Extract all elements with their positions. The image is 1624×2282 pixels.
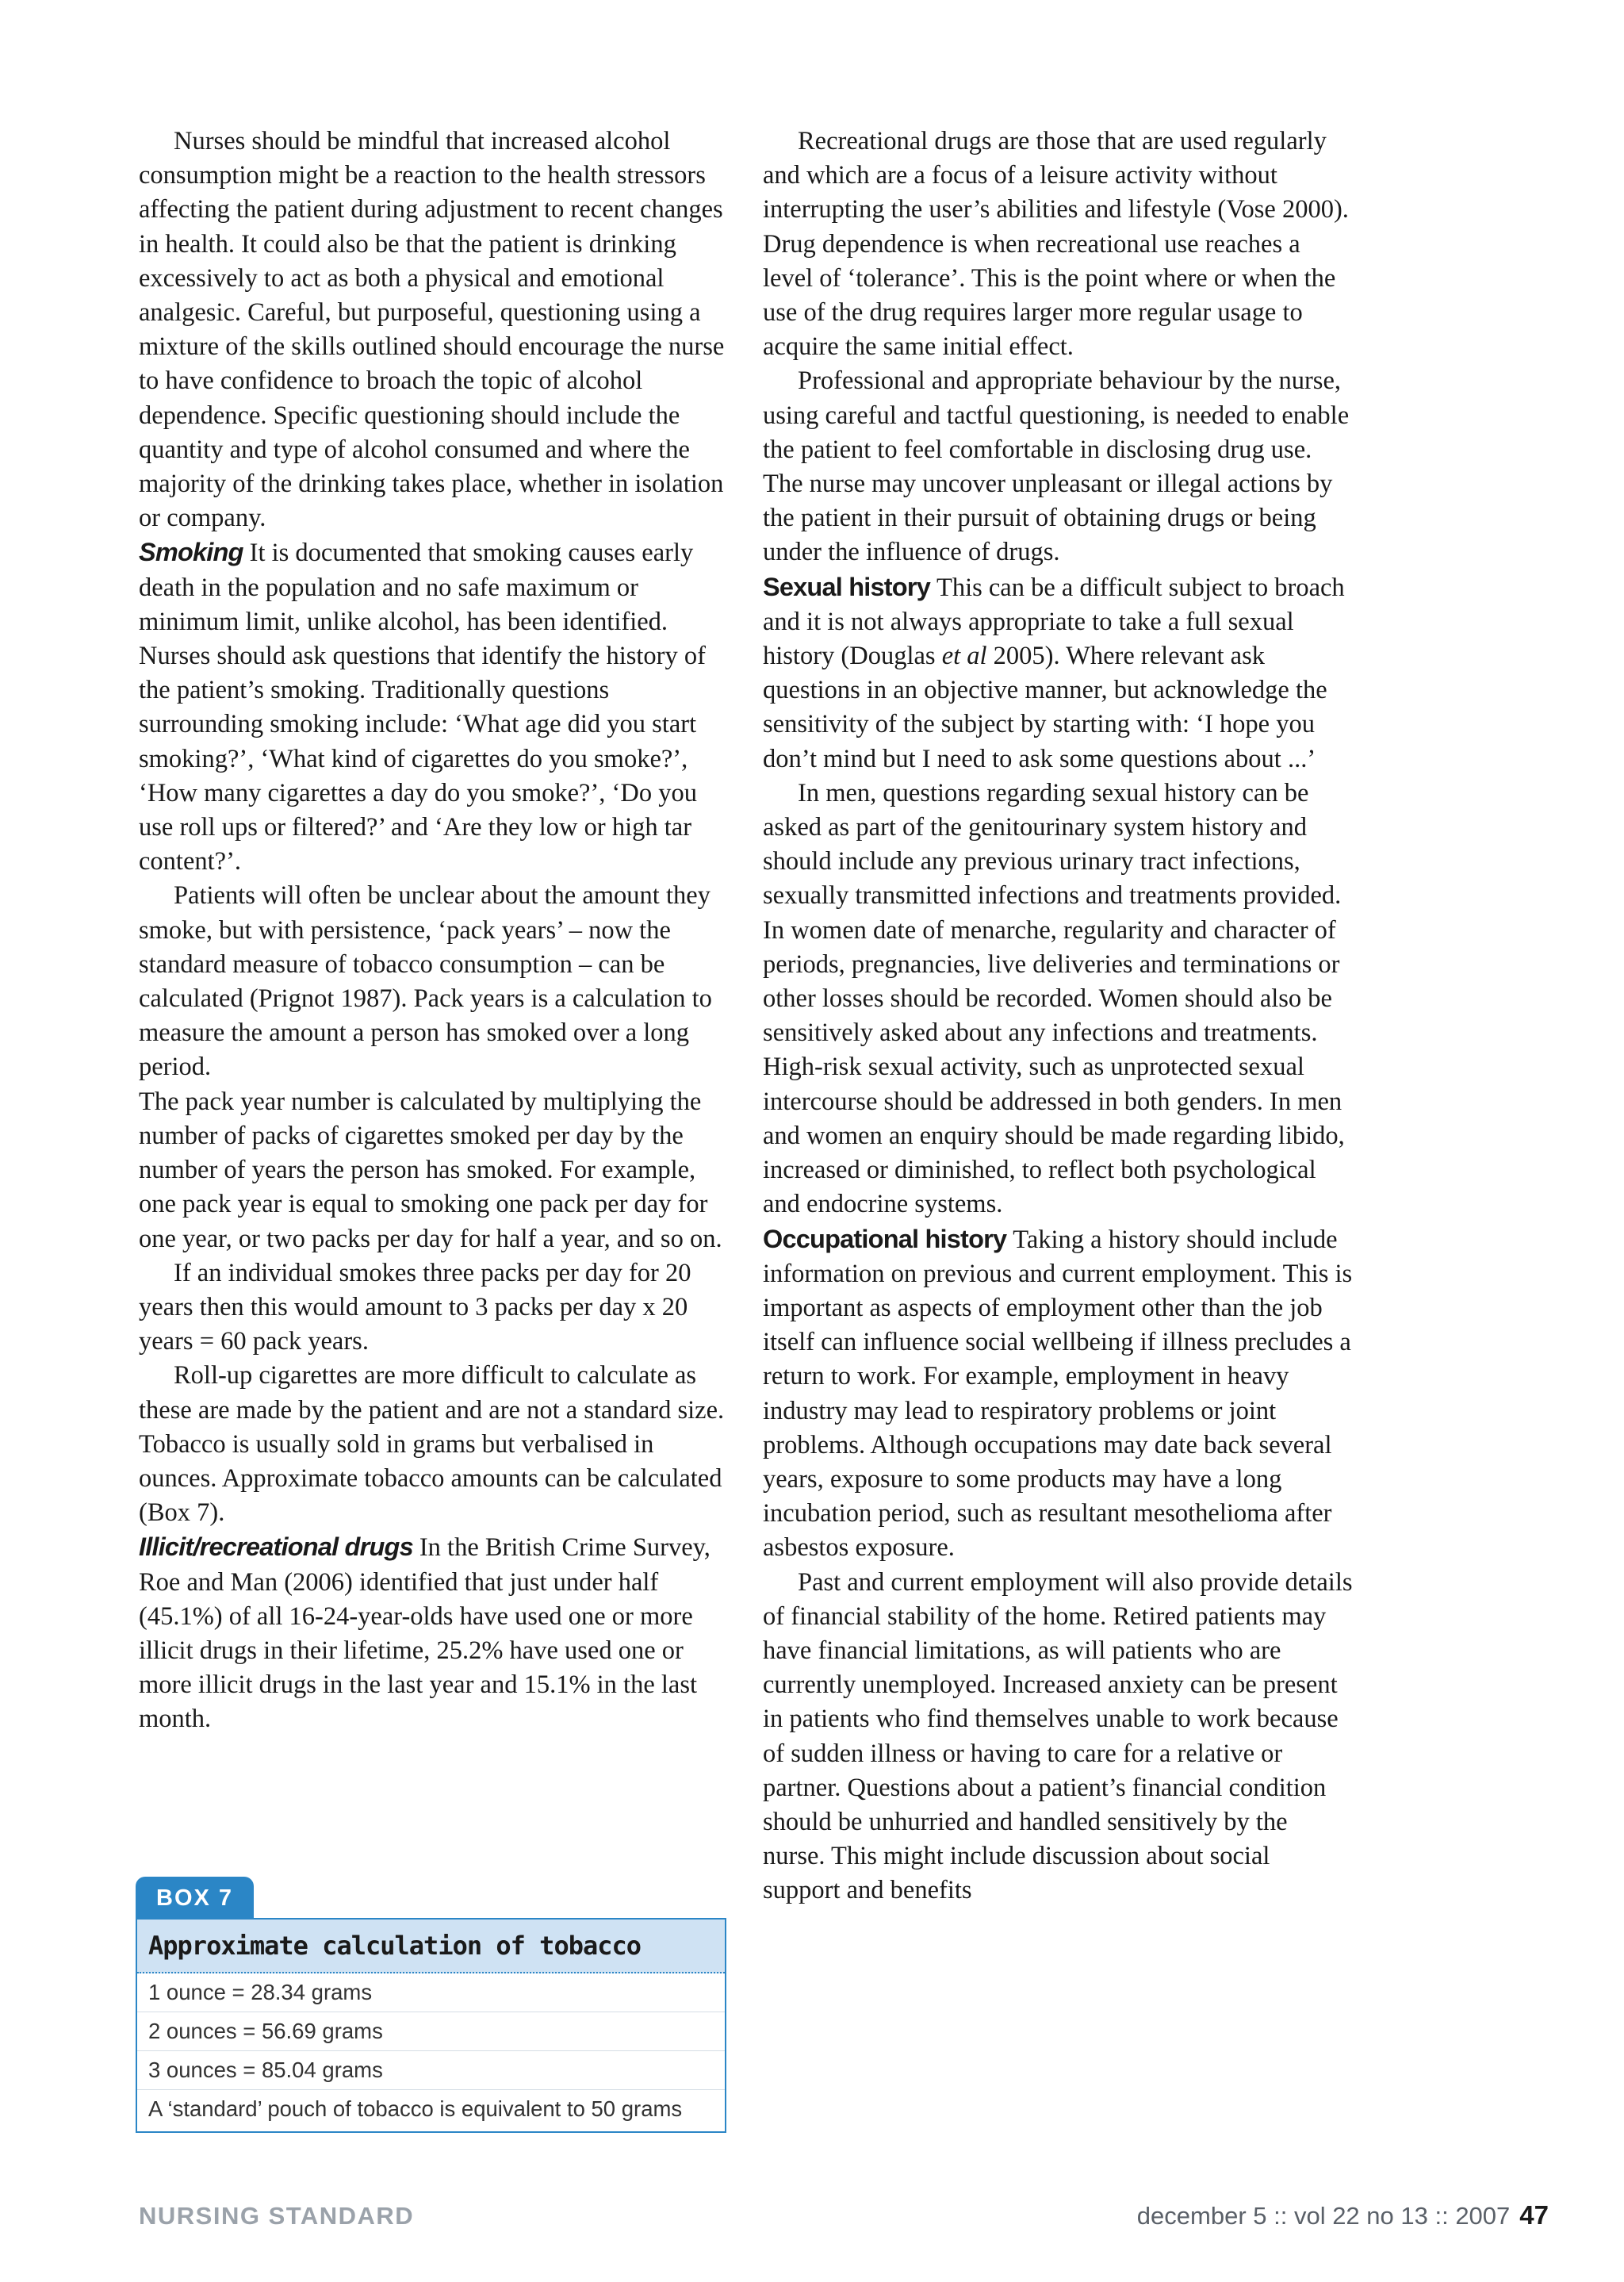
subheading-illicit-drugs: Illicit/recreational drugs	[139, 1532, 413, 1562]
paragraph-text: 2005). Where relevant ask questions in an objective manner, but acknowledge the sensitivity of the subject by starting with: ‘I hope you don’t mind but I need to ask some questions about ...’	[763, 642, 1327, 773]
citation-et-al: et al	[941, 642, 987, 671]
box-label: BOX 7	[136, 1877, 254, 1918]
paragraph: If an individual smokes three packs per day for 20 years then this would amount to 3 packs per day x 20 years = 60 pack years.	[139, 1258, 691, 1356]
paragraph: Patients will often be unclear about the amount they smoke, but with persistence, ‘pack years’ – now the standard measure of tobacco consumption – can be calculated (Prignot 1987). Pack years is a calculation to measure the amount a person has smoked over a long period.	[139, 881, 712, 1082]
right-column	[763, 125, 1354, 1908]
paragraph: Recreational drugs are those that are used regularly and which are a focus of a leisure activity without interrupting the user’s abilities and lifestyle (Vose 2000). Drug dependence is when recreational use reaches a level of ‘tolerance’. This is the point where or when the use of the drug requires larger more regular usage to acquire the same initial effect.	[763, 127, 1349, 362]
paragraph-text: This can be a difficult subject to broach and it is not always appropriate to take a full sexual history (Douglas	[763, 573, 1345, 671]
box-row: A ‘standard’ pouch of tobacco is equivalent to 50 grams	[148, 2096, 683, 2121]
footer-publication: NURSING STANDARD	[139, 2202, 415, 2230]
paragraph: The pack year number is calculated by multiplying the number of packs of cigarettes smoked per day by the number of years the person has smoked. For example, one pack year is equal to smoking one pack per day for one year, or two packs per day for half a year, and so on.	[139, 1087, 722, 1253]
paragraph: Past and current employment will also provide details of financial stability of the home. Retired patients may have financial limitations, as will patients who are currently unemployed. Increased anxiety can be present in patients who find themselves unable to work because of sudden illness or having to care for a relative or partner. Questions about a patient’s financial condition should be unhurried and handled sensitively by the nurse. This might include discussion about social support and benefits	[763, 1567, 1353, 1905]
paragraph: Roll-up cigarettes are more difficult to calculate as these are made by the patient and are not a standard size. Tobacco is usually sold in grams but verbalised in ounces. Approximate tobacco amounts can be calculated (Box 7).	[139, 1361, 725, 1528]
box-row: 2 ounces = 56.69 grams	[137, 2012, 725, 2051]
paragraph-sexual-history	[763, 570, 1354, 777]
paragraph-text: It is documented that smoking causes early death in the population and no safe maximum or minimum limit, unlike alcohol, has been identified. Nurses should ask questions that identify the history of the patient’s smoking. Traditionally questions surrounding smoking include: ‘What age did you start smoking?’, ‘What kind of cigarettes do you smoke?’, ‘How many cigarettes a day do you smoke?’, ‘Do you use roll ups or filtered?’ and ‘Are they low or high tar content?’.	[139, 539, 706, 876]
footer-issue: december 5 :: vol 22 no 13 :: 2007	[1136, 2202, 1511, 2230]
paragraph-text: Taking a history should include information on previous and current employment. This is important as aspects of employment other than the job itself can influence social wellbeing if illness precludes a return to work. For example, employment in heavy industry may lead to respiratory problems or joint problems. Although occupations may date back several years, exposure to some products may have a long incubation period, such as resultant mesothelioma after asbestos exposure.	[763, 1225, 1353, 1563]
paragraph: Professional and appropriate behaviour by the nurse, using careful and tactful questioning, is needed to enable the patient to feel comfortable in disclosing drug use. The nurse may uncover unpleasant or illegal actions by the patient in their pursuit of obtaining drugs or being under the influence of drugs.	[763, 366, 1350, 567]
paragraph-text: In the British Crime Survey, Roe and Man (2006) identified that just under half (45.1%) of all 16-24-year-olds have used one or more illicit drugs in their lifetime, 25.2% have used one or more illicit drugs in the last year and 15.1% in the last month.	[139, 1533, 710, 1734]
paragraph: Nurses should be mindful that increased alcohol consumption might be a reaction to the health stressors affecting the patient during adjustment to recent changes in health. It could also be that the patient is drinking excessively to act as both a physical and emotional analgesic. Careful, but purposeful, questioning using a mixture of the skills outlined should encourage the nurse to have confidence to broach the topic of alcohol dependence. Specific questioning should include the quantity and type of alcohol consumed and where the majority of the drinking takes place, whether in isolation or company.	[139, 127, 725, 533]
paragraph-smoking	[139, 535, 726, 879]
box-row: 3 ounces = 85.04 grams	[137, 2051, 725, 2090]
box-frame	[136, 1918, 726, 2133]
paragraph: In men, questions regarding sexual history can be asked as part of the genitourinary system history and should include any previous urinary tract infections, sexually transmitted infections and treatments provided. In women date of menarche, regularity and character of periods, pregnancies, live deliveries and terminations or other losses should be recorded. Women should also be sensitively asked about any infections and treatments. High-risk sexual activity, such as unprotected sexual intercourse should be addressed in both genders. In men and women an enquiry should be made regarding libido, increased or diminished, to reflect both psychological and endocrine systems.	[763, 778, 1345, 1219]
subheading-occupational-history: Occupational history	[763, 1224, 1007, 1253]
subheading-smoking: Smoking	[139, 538, 243, 567]
box-title: Approximate calculation of tobacco	[137, 1920, 725, 1973]
left-column	[139, 125, 726, 1737]
paragraph-occupational-history	[763, 1222, 1354, 1566]
box-7	[136, 1877, 726, 2133]
box-row: 1 ounce = 28.34 grams	[137, 1973, 725, 2012]
footer-issue-info	[1137, 2200, 1549, 2230]
paragraph-illicit-drugs	[139, 1530, 726, 1736]
page-number: 47	[1519, 2200, 1549, 2230]
subheading-sexual-history: Sexual history	[763, 572, 930, 601]
